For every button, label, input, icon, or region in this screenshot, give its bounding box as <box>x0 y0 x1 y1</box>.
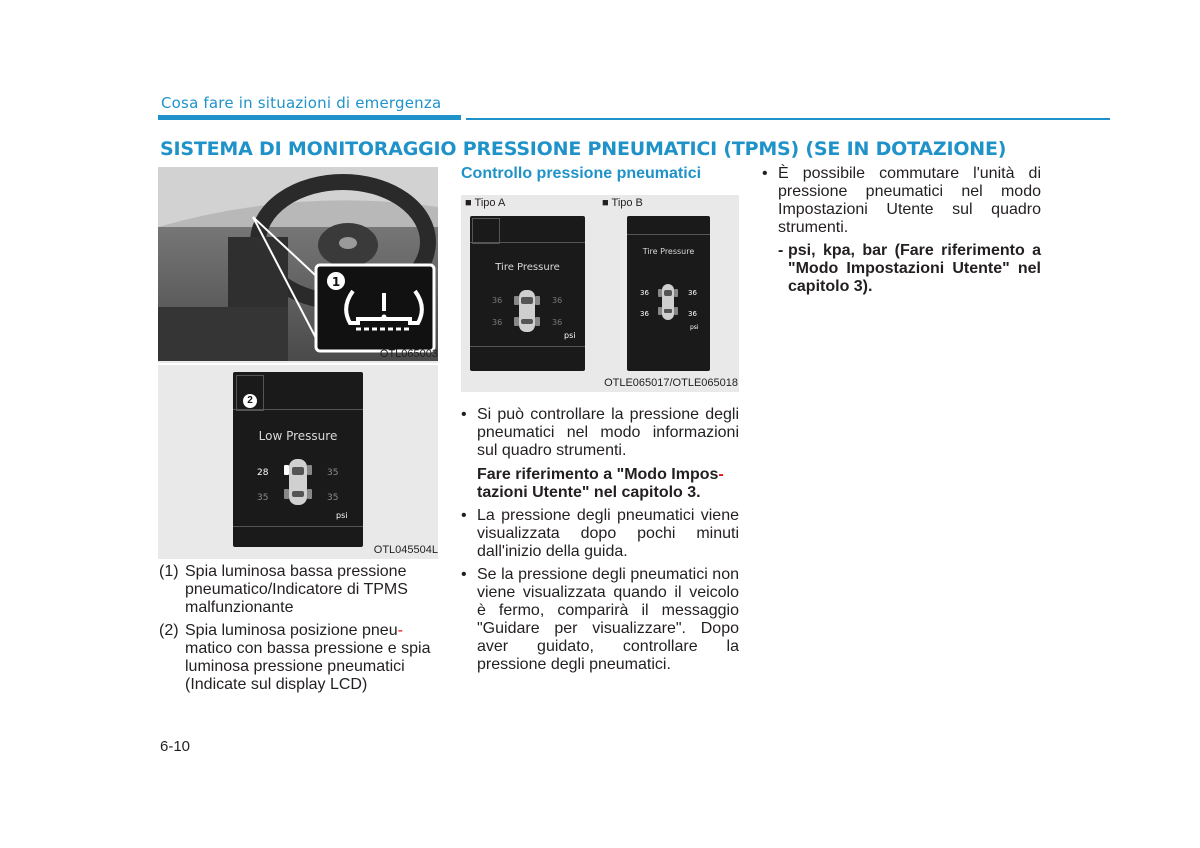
item-text-line1: Spia luminosa posizione pneu <box>185 622 398 639</box>
figure-code-3: OTLE065017/OTLE065018 <box>604 377 738 389</box>
marker-2: 2 <box>243 394 257 408</box>
tire-rl-a: 36 <box>492 318 503 327</box>
figure-code-2: OTL045504L <box>373 544 438 556</box>
unit-psi-a: psi <box>564 331 576 340</box>
type-b-label: ■ Tipo B <box>602 197 643 209</box>
bullet-text: Si può controllare la pressione degli pneumatici nel modo informazioni sul quadro strumenti. <box>477 406 739 459</box>
car-top-icon <box>657 282 679 322</box>
marker-1: 1 <box>331 275 341 289</box>
item-note: (Indicate sul display LCD) <box>185 676 368 693</box>
figure-low-pressure <box>158 365 438 559</box>
subsection-title: Controllo pressione pneumatici <box>461 165 702 182</box>
lcd-type-a <box>470 216 585 371</box>
unit-psi-b: psi <box>690 324 699 331</box>
list-item <box>762 165 1041 237</box>
tire-rr: 35 <box>327 493 339 503</box>
item-number: (2) <box>159 622 179 639</box>
tire-rr-b: 36 <box>688 310 697 318</box>
tire-fr: 35 <box>327 468 339 478</box>
sub-item <box>778 242 1041 296</box>
header-rule-thin <box>466 118 1110 120</box>
dashboard-photo <box>158 167 438 363</box>
tire-rl: 35 <box>257 493 269 503</box>
tire-fl-b: 36 <box>640 289 649 297</box>
tire-rr-a: 36 <box>552 318 563 327</box>
car-top-icon <box>283 456 313 508</box>
screen-title-low: Low Pressure <box>258 429 338 443</box>
tire-fr-b: 36 <box>688 289 697 297</box>
bullet-dot: • <box>461 406 467 423</box>
lcd-low-pressure <box>233 372 363 547</box>
list-item <box>461 406 739 502</box>
list-item <box>159 563 434 617</box>
figure-tire-pressure <box>461 195 739 392</box>
bullet-reference: Fare riferimento a "Modo Impos- tazioni Utente" nel capitolo 3. <box>477 466 724 501</box>
hyphen-mark: - <box>397 622 403 639</box>
list-item <box>461 507 739 561</box>
figure-code-1: OTL065003 <box>379 348 438 360</box>
item-number: (1) <box>159 563 179 580</box>
dash-mark: - <box>778 242 784 259</box>
bullet-dot: • <box>461 566 467 583</box>
screen-title-b: Tire Pressure <box>642 247 695 256</box>
header-rule-thick <box>158 115 461 120</box>
tire-fr-a: 36 <box>552 296 563 305</box>
bullet-dot: • <box>762 165 768 182</box>
tire-fl: 28 <box>257 468 269 478</box>
section-title: SISTEMA DI MONITORAGGIO PRESSIONE PNEUMATICI (TPMS) (SE IN DOTAZIONE) <box>160 138 1007 160</box>
list-item <box>159 622 434 694</box>
item-text: Spia luminosa bassa pressione pneumatico/Indicatore di TPMS malfunzionante <box>185 563 408 616</box>
screen-title-a: Tire Pressure <box>495 262 560 273</box>
figure-dashboard <box>158 167 438 363</box>
list-item <box>461 566 739 674</box>
tire-fl-a: 36 <box>492 296 503 305</box>
car-top-icon <box>513 288 541 334</box>
bullet-text: È possibile commutare l'unità di pressione pneumatici nel modo Impostazioni Utente sul quadro strumenti. <box>778 165 1041 236</box>
bullet-dot: • <box>461 507 467 524</box>
unit-psi: psi <box>336 511 348 520</box>
lcd-type-b <box>627 216 710 371</box>
bullet-text: Se la pressione degli pneumatici non viene visualizzata quando il veicolo è fermo, comparirà il messaggio "Guidare per visualizzare". Dopo aver guidato, controllare la pressione degli pneumatici. <box>477 566 739 673</box>
tire-rl-b: 36 <box>640 310 649 318</box>
chapter-title: Cosa fare in situazioni di emergenza <box>161 94 442 112</box>
bullet-text: La pressione degli pneumatici viene visualizzata dopo pochi minuti dall'inizio della guida. <box>477 507 739 560</box>
sub-item-text: psi, kpa, bar (Fare riferimento a "Modo Impostazioni Utente" nel capitolo 3). <box>788 242 1041 295</box>
item-text-rest: matico con bassa pressione e spia luminosa pressione pneumatici <box>185 640 431 675</box>
page-number: 6-10 <box>160 738 191 755</box>
type-a-label: ■ Tipo A <box>465 197 506 209</box>
